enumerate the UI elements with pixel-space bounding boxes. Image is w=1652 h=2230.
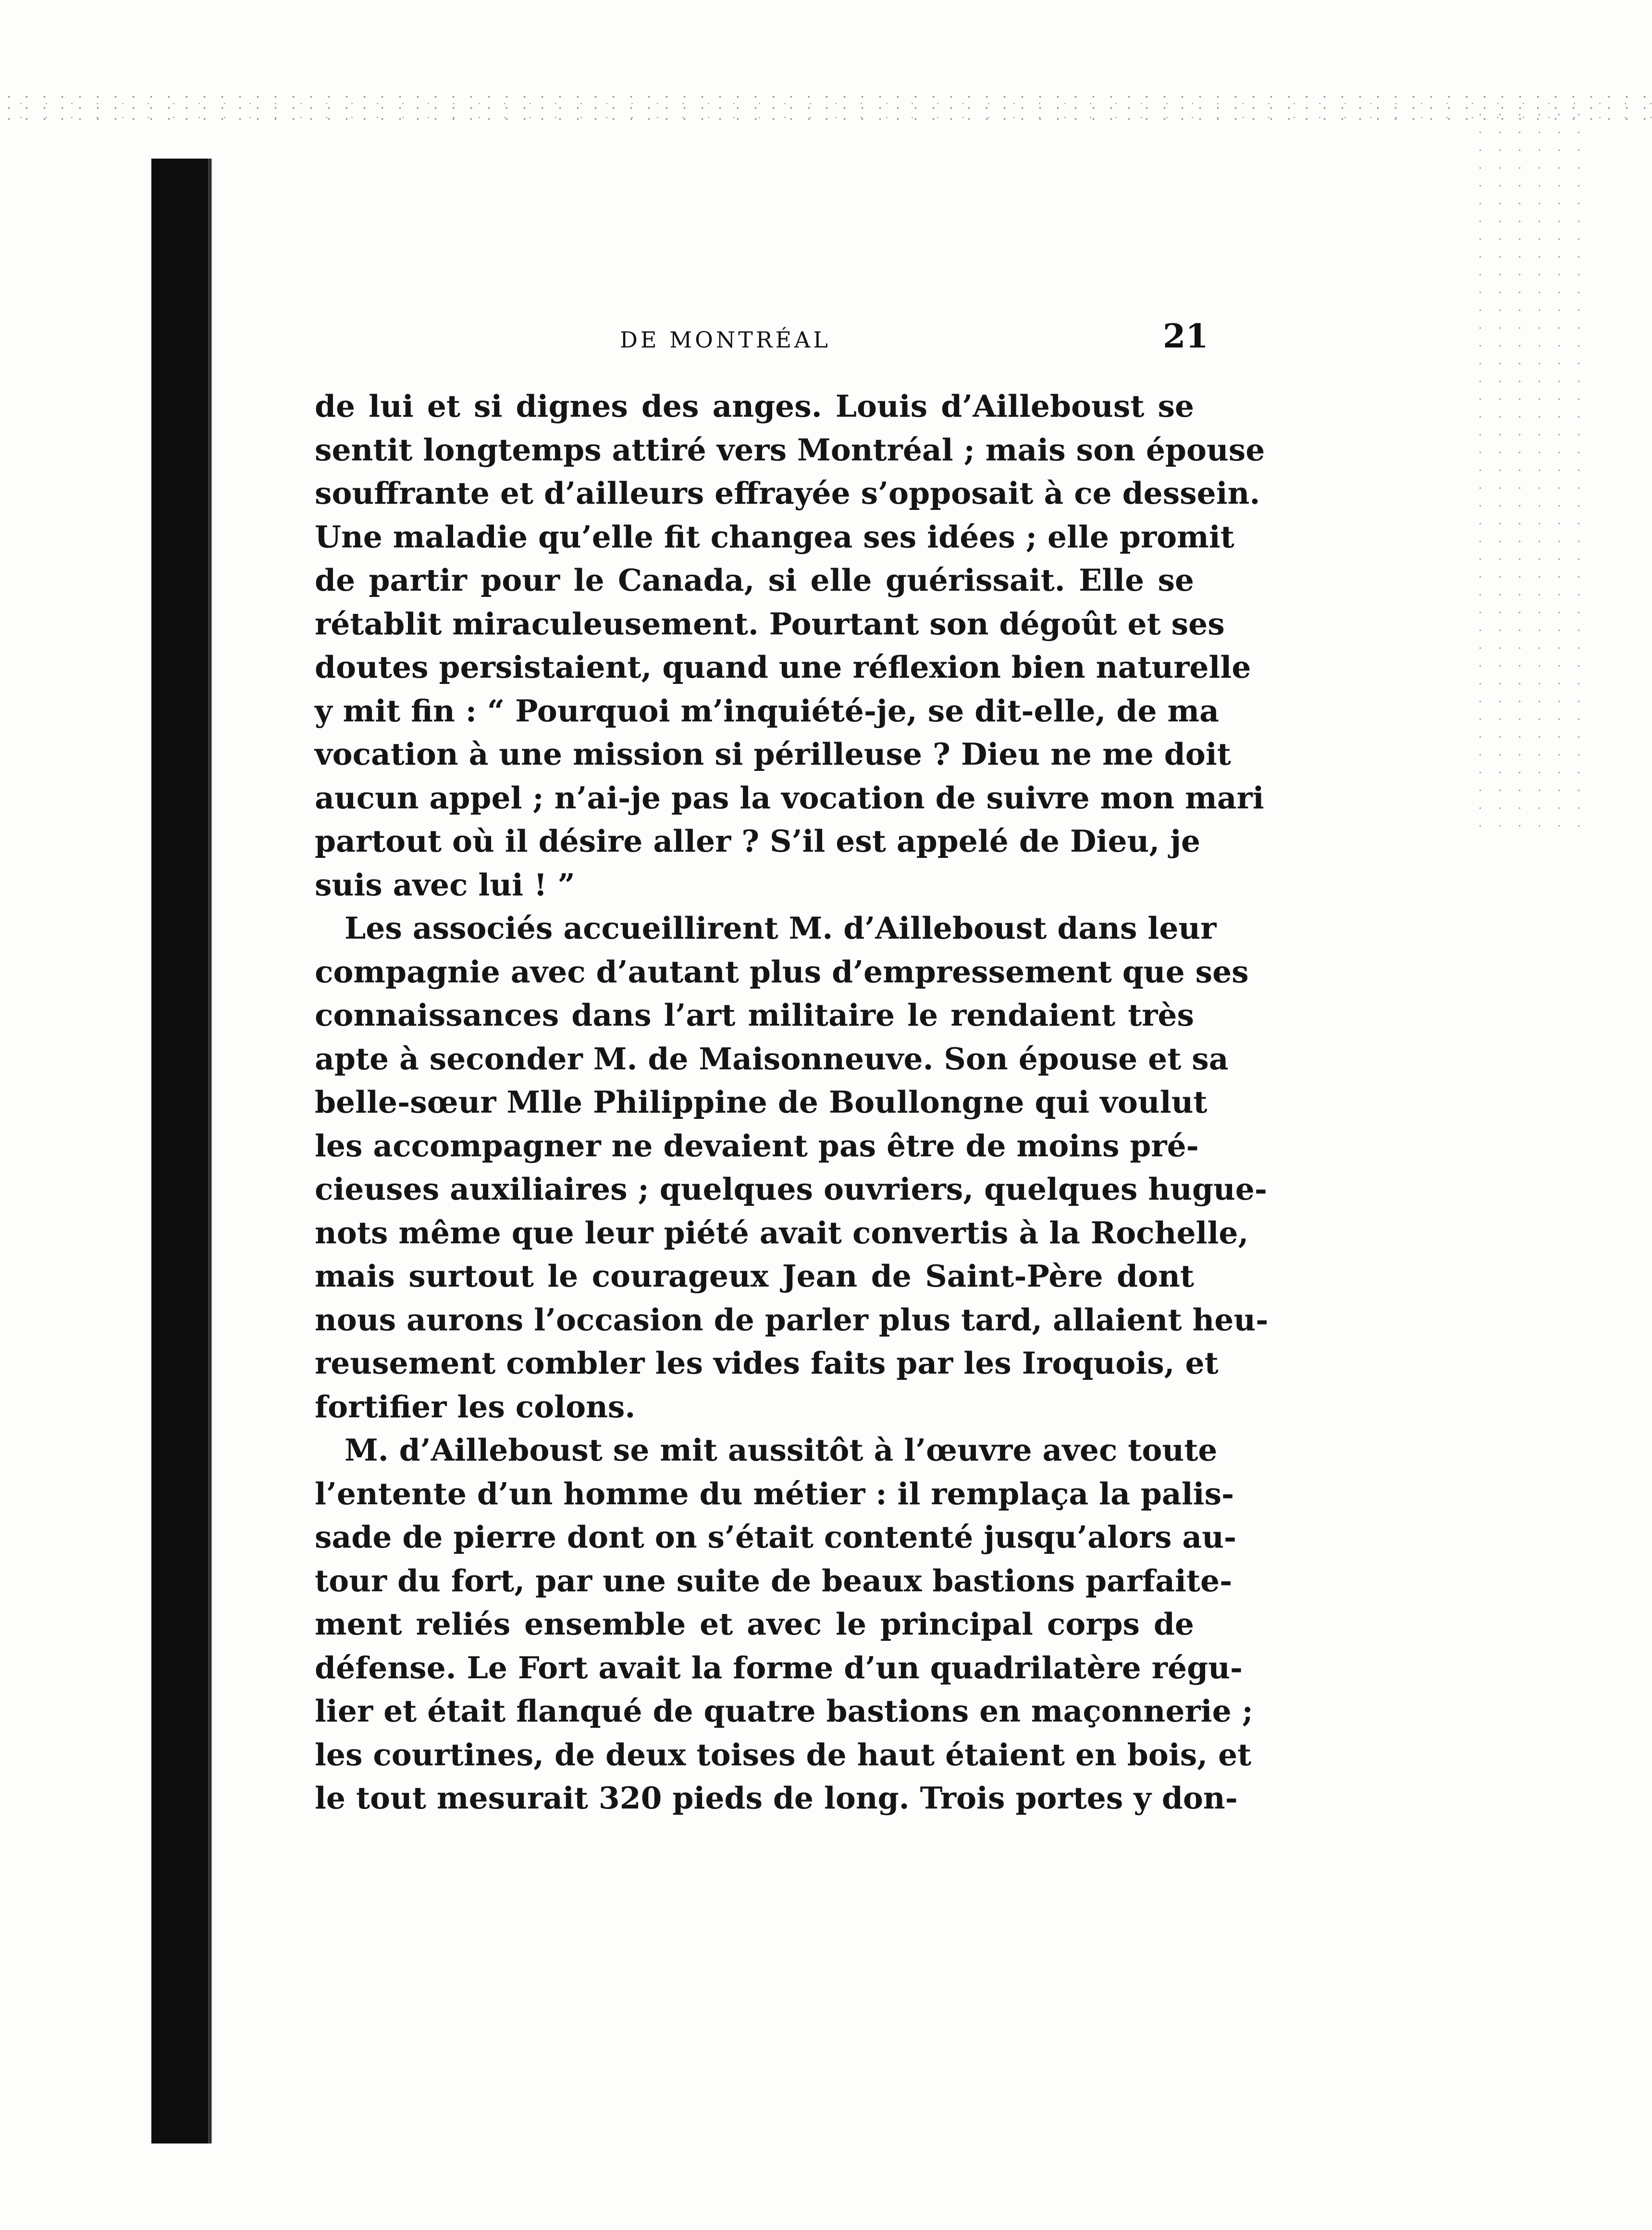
text-line: Les associés accueillirent M. d’Ailleboust dans leur	[345, 910, 1217, 946]
text-line: apte à seconder M. de Maisonneuve. Son épouse et sa	[315, 1041, 1229, 1077]
text-line: le tout mesurait 320 pieds de long. Trois portes y don-	[315, 1780, 1238, 1816]
body-text	[315, 384, 1269, 1820]
text-line: lier et était flanqué de quatre bastions en maçonnerie ;	[315, 1693, 1253, 1729]
text-line: ment reliés ensemble et avec le principal corps de	[315, 1606, 1194, 1642]
text-line: suis avec lui ! ”	[315, 867, 575, 903]
running-head: DE MONTRÉAL	[620, 327, 831, 353]
text-line: de partir pour le Canada, si elle guérissait. Elle se	[315, 562, 1194, 598]
text-line: tour du fort, par une suite de beaux bastions parfaite-	[315, 1562, 1233, 1598]
text-line: belle-sœur Mlle Philippine de Boullongne qui voulut	[315, 1084, 1208, 1120]
text-line: cieuses auxiliaires ; quelques ouvriers, quelques hugue-	[315, 1171, 1268, 1207]
paragraph	[315, 1428, 1253, 1820]
text-line: Une maladie qu’elle fit changea ses idées ; elle promit	[315, 519, 1234, 555]
text-line: l’entente d’un homme du métier : il remplaça la palis-	[315, 1475, 1234, 1511]
page-number: 21	[1163, 317, 1208, 356]
text-line: M. d’Ailleboust se mit aussitôt à l’œuvre avec toute	[345, 1432, 1218, 1468]
text-line: y mit fin : “ Pourquoi m’inquiété-je, se dit-elle, de ma	[315, 693, 1219, 729]
text-line: nous aurons l’occasion de parler plus tard, allaient heu-	[315, 1301, 1269, 1338]
text-line: souffrante et d’ailleurs effrayée s’opposait à ce dessein.	[315, 475, 1260, 511]
text-line: de lui et si dignes des anges. Louis d’Ailleboust se	[315, 388, 1194, 424]
paragraph	[315, 906, 1269, 1428]
text-line: défense. Le Fort avait la forme d’un quadrilatère régu-	[315, 1649, 1243, 1685]
binding-shadow-bar	[151, 159, 211, 2143]
text-line: doutes persistaient, quand une réflexion bien naturelle	[315, 649, 1251, 685]
text-line: sade de pierre dont on s’était contenté jusqu’alors au-	[315, 1519, 1237, 1555]
text-line: compagnie avec d’autant plus d’empressement que ses	[315, 954, 1249, 990]
paragraph	[315, 384, 1265, 906]
text-line: sentit longtemps attiré vers Montréal ; mais son épouse	[315, 432, 1265, 468]
text-line: nots même que leur piété avait convertis à la Rochelle,	[315, 1214, 1249, 1251]
text-line: aucun appel ; n’ai-je pas la vocation de suivre mon mari	[315, 780, 1264, 816]
page-right-edge-speckle	[1470, 106, 1581, 827]
text-line: fortifier les colons.	[315, 1388, 636, 1425]
page-top-edge-speckle	[0, 91, 1652, 120]
text-line: les accompagner ne devaient pas être de moins pré-	[315, 1127, 1199, 1164]
text-line: partout où il désire aller ? S’il est appelé de Dieu, je	[315, 823, 1201, 859]
text-line: reusement combler les vides faits par les Iroquois, et	[315, 1345, 1219, 1381]
text-line: les courtines, de deux toises de haut étaient en bois, et	[315, 1736, 1252, 1772]
text-line: connaissances dans l’art militaire le rendaient très	[315, 997, 1194, 1033]
text-line: rétablit miraculeusement. Pourtant son dégoût et ses	[315, 606, 1225, 642]
text-line: vocation à une mission si périlleuse ? Dieu ne me doit	[315, 736, 1231, 772]
text-line: mais surtout le courageux Jean de Saint-Père dont	[315, 1258, 1194, 1294]
